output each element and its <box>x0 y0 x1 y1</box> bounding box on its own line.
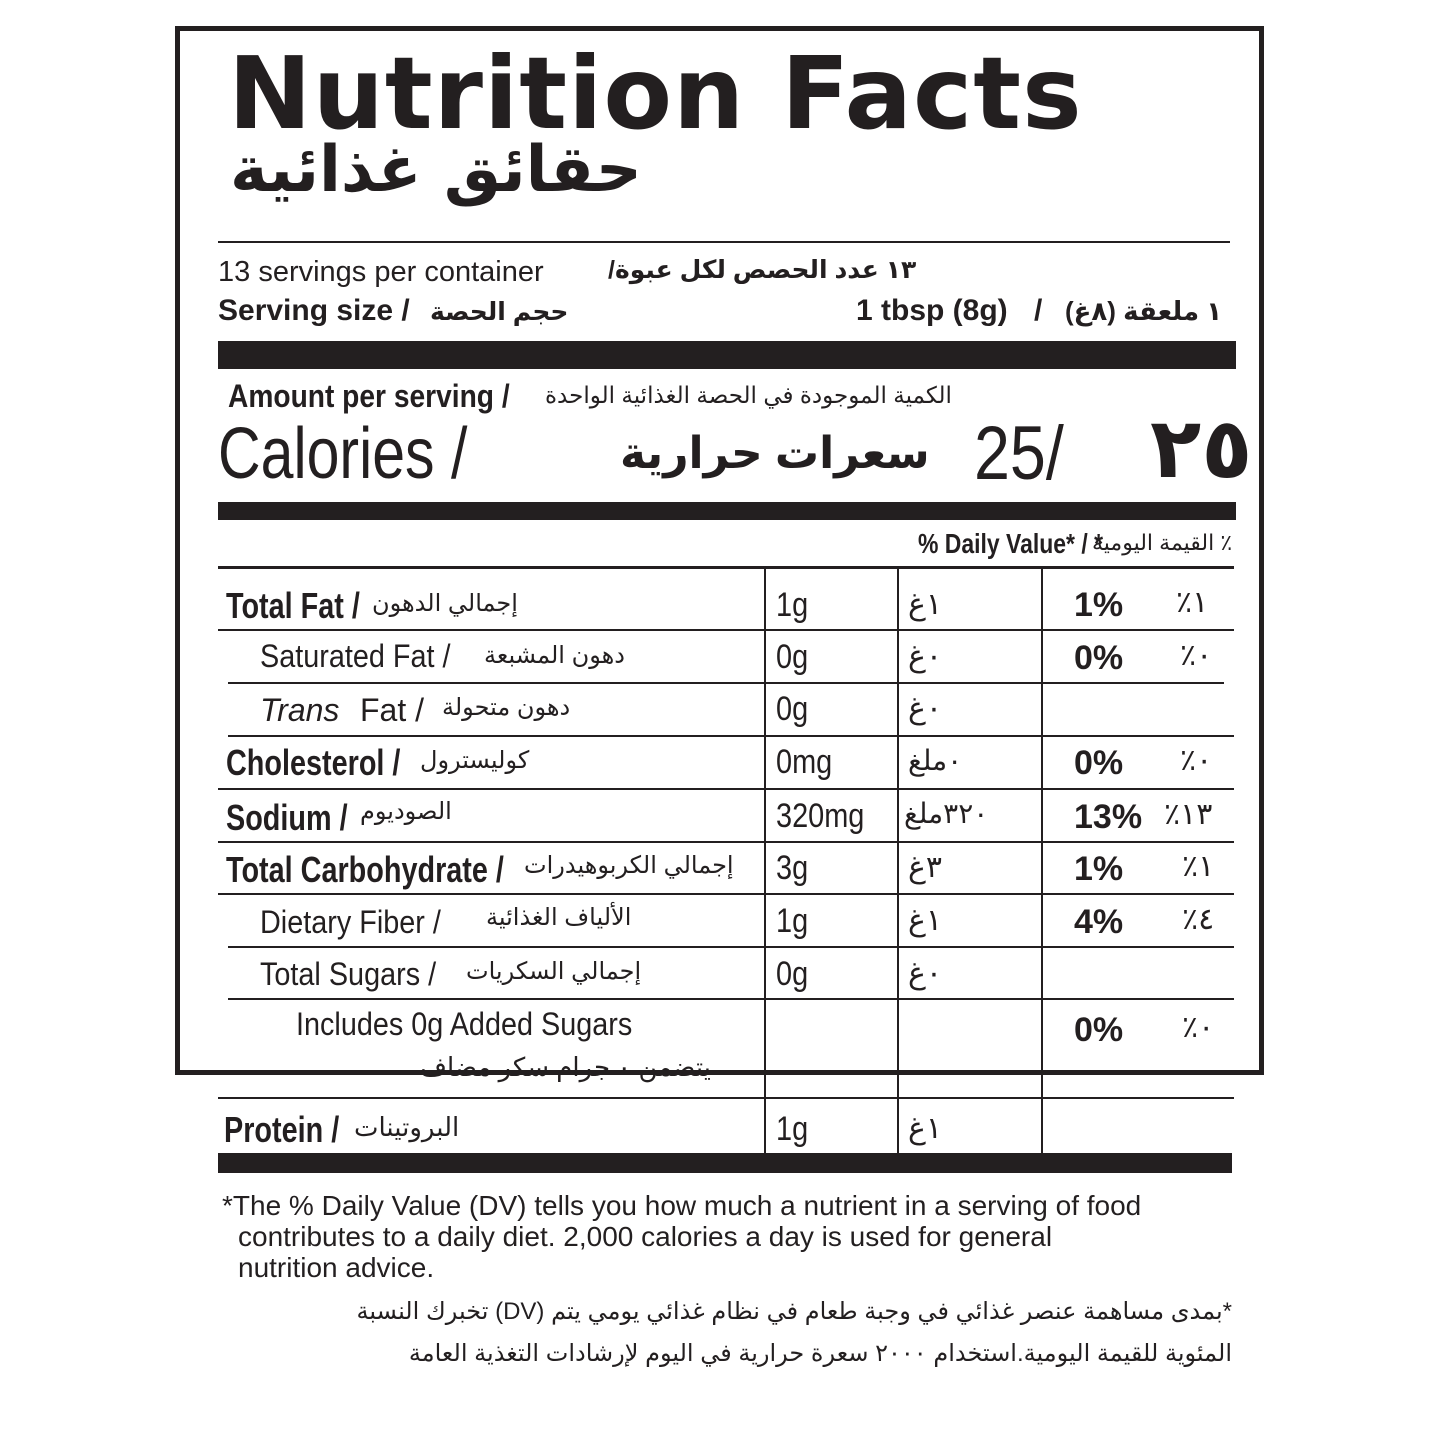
nutrient-name: Total Sugars / <box>260 956 437 992</box>
nutrient-name: Fat / <box>360 692 425 728</box>
footnote-ar-line1: *بمدى مساهمة عنصر غذائي في وجبة طعام في نظام غذائي يومي يتم (DV) تخبرك النسبة <box>356 1298 1232 1325</box>
nutrient-amount: 3g <box>776 849 809 887</box>
amount-per-serving: Amount per serving / <box>228 378 510 414</box>
column-divider-amount-arabic <box>897 569 899 1153</box>
nutrient-daily-value: 1% <box>1074 586 1124 624</box>
divider-thick-mid <box>218 502 1236 520</box>
footnote-en-line1: *The % Daily Value (DV) tells you how much a nutrient in a serving of food <box>222 1190 1142 1221</box>
nutrient-daily-value-arabic: ٪١٣ <box>1164 798 1213 831</box>
divider-thin <box>218 241 1230 243</box>
nutrient-daily-value-arabic: ٪١ <box>1176 586 1209 619</box>
row-divider <box>218 893 1234 895</box>
nutrient-name: Cholesterol / <box>226 742 401 783</box>
title-arabic: حقائق غذائية <box>230 133 642 207</box>
footnote-en-line2: contributes to a daily diet. 2,000 calories a day is used for general <box>238 1221 1053 1252</box>
nutrient-amount-arabic: ٠غ <box>908 692 943 725</box>
nutrient-name: Protein / <box>224 1109 340 1150</box>
nutrient-name-arabic: إجمالي السكريات <box>466 958 642 985</box>
nutrient-name: Total Fat / <box>226 585 360 626</box>
nutrient-amount: 0g <box>776 690 809 728</box>
nutrient-name-arabic: إجمالي الدهون <box>372 590 518 617</box>
nutrient-daily-value: 0% <box>1074 744 1124 782</box>
nutrient-amount: 1g <box>776 902 809 940</box>
calories-label: Calories / <box>218 414 468 494</box>
row-divider <box>228 682 1224 684</box>
nutrient-amount-arabic: ١غ <box>908 904 943 937</box>
serving-size-label-arabic: حجم الحصة <box>430 298 569 326</box>
row-divider <box>218 629 1234 631</box>
nutrient-amount-arabic: ١غ <box>908 1112 943 1145</box>
servings-per-container: 13 servings per container <box>218 256 544 288</box>
nutrient-daily-value-arabic: ٪٤ <box>1182 903 1215 936</box>
nutrient-daily-value: 1% <box>1074 850 1124 888</box>
calories-value-arabic: ٢٥ <box>1150 401 1253 495</box>
amount-per-serving-arabic: الكمية الموجودة في الحصة الغذائية الواحدة <box>545 382 952 408</box>
calories-value: 25/ <box>974 411 1064 496</box>
nutrient-name-arabic: البروتينات <box>354 1112 460 1142</box>
serving-size-value: 1 tbsp (8g) <box>856 294 1008 327</box>
nutrient-amount-arabic: ٠غ <box>908 957 943 990</box>
table-top-border <box>218 566 1234 569</box>
daily-value-header: % Daily Value* / * <box>918 528 1104 559</box>
nutrient-daily-value: 0% <box>1074 1011 1124 1049</box>
serving-size-label: Serving size / <box>218 294 410 327</box>
nutrient-name-italic: Trans <box>260 692 340 728</box>
divider-thick-bottom <box>218 1153 1232 1173</box>
column-divider-daily-value <box>1041 569 1043 1153</box>
divider-thick-top <box>218 341 1236 369</box>
nutrient-name: Saturated Fat / <box>260 638 451 674</box>
footnote-en-line3: nutrition advice. <box>238 1252 435 1283</box>
nutrient-amount-arabic: ٠غ <box>908 640 943 673</box>
nutrient-amount: 1g <box>776 1110 809 1148</box>
row-divider <box>218 788 1234 790</box>
row-divider <box>228 946 1234 948</box>
nutrient-name-arabic: كوليسترول <box>420 747 530 774</box>
nutrient-amount: 1g <box>776 586 809 624</box>
calories-label-arabic: سعرات حرارية <box>620 429 930 478</box>
nutrient-daily-value: 4% <box>1074 903 1124 941</box>
nutrient-amount: 0g <box>776 638 809 676</box>
daily-value-header-arabic: ٪ القيمة اليومية <box>1092 530 1233 555</box>
nutrient-name-arabic: دهون متحولة <box>442 694 571 721</box>
serving-size-value-arabic: ١ ملعقة (٨غ) <box>1065 296 1223 326</box>
column-divider-amount <box>764 569 766 1153</box>
servings-per-container-arabic: ١٣ عدد الحصص لكل عبوة/ <box>608 256 917 284</box>
nutrient-name-arabic: يتضمن ٠ جرام سكر مضاف <box>420 1052 711 1082</box>
nutrient-name: Includes 0g Added Sugars <box>296 1006 633 1042</box>
nutrient-daily-value-arabic: ٪٠ <box>1180 744 1213 777</box>
nutrient-amount-arabic: ١غ <box>908 588 943 621</box>
nutrient-amount: 320mg <box>776 797 865 835</box>
nutrient-daily-value-arabic: ٪١ <box>1182 850 1215 883</box>
nutrient-amount-arabic: ٣غ <box>908 851 943 884</box>
nutrient-daily-value-arabic: ٪٠ <box>1180 639 1213 672</box>
nutrient-name: Sodium / <box>226 797 348 838</box>
nutrient-daily-value: 13% <box>1074 798 1143 836</box>
nutrient-amount-arabic: ٠ملغ <box>908 745 963 776</box>
nutrient-name-arabic: الصوديوم <box>360 798 452 825</box>
footnote-ar-line2: المئوية للقيمة اليومية.استخدام ٢٠٠٠ سعرة حرارية في اليوم لإرشادات التغذية العامة <box>408 1340 1232 1367</box>
nutrient-name: Total Carbohydrate / <box>226 849 504 890</box>
nutrient-amount-arabic: ٣٢٠ملغ <box>904 798 989 829</box>
nutrient-name-arabic: الألياف الغذائية <box>486 904 632 931</box>
serving-size-slash: / <box>1034 294 1043 327</box>
nutrient-amount: 0g <box>776 955 809 993</box>
nutrient-name-arabic: دهون المشبعة <box>484 642 625 669</box>
row-divider <box>228 998 1234 1000</box>
nutrient-name: Dietary Fiber / <box>260 904 441 940</box>
nutrient-name-arabic: إجمالي الكربوهيدرات <box>524 852 734 879</box>
nutrient-daily-value-arabic: ٪٠ <box>1182 1011 1215 1044</box>
title-english: Nutrition Facts <box>228 35 1083 152</box>
row-divider <box>228 735 1234 737</box>
row-divider <box>218 841 1234 843</box>
nutrient-daily-value: 0% <box>1074 639 1124 677</box>
nutrient-amount: 0mg <box>776 743 833 781</box>
row-divider <box>218 1097 1234 1099</box>
